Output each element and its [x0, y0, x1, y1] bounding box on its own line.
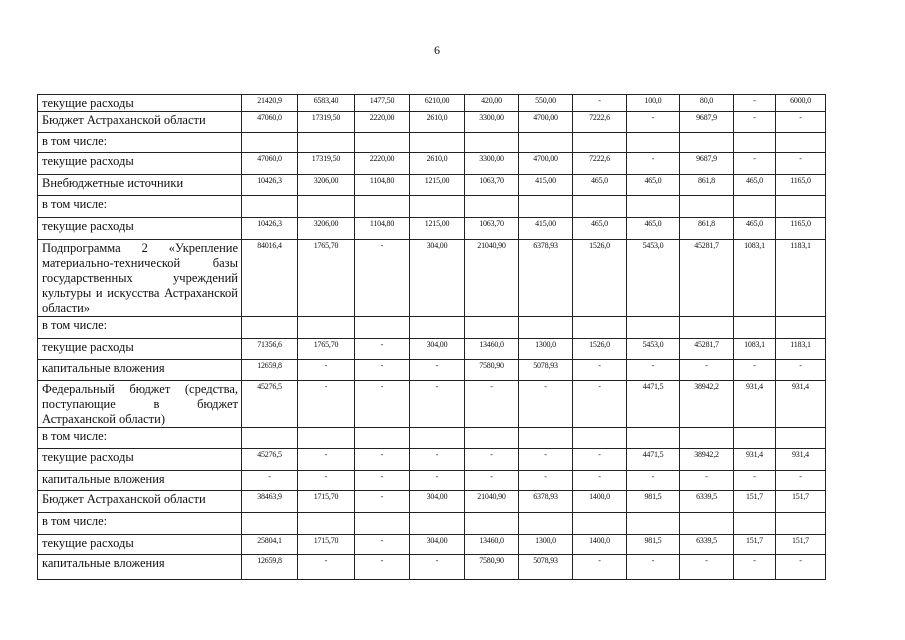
value-cell: - — [680, 360, 734, 381]
value-cell: 1215,00 — [410, 218, 465, 240]
value-cell: 47060,0 — [242, 153, 298, 175]
value-cell — [627, 317, 680, 339]
value-cell: 2220,00 — [355, 153, 410, 175]
value-cell: - — [734, 112, 776, 133]
value-cell: - — [298, 555, 355, 580]
value-cell: 3206,00 — [298, 175, 355, 196]
row-label: в том числе: — [38, 133, 242, 153]
row-label: Внебюджетные источники — [38, 175, 242, 196]
value-cell: - — [776, 360, 826, 381]
value-cell — [776, 428, 826, 449]
value-cell: 981,5 — [627, 491, 680, 513]
value-cell: - — [410, 360, 465, 381]
value-cell: 2220,00 — [355, 112, 410, 133]
table-row — [38, 449, 826, 471]
value-cell: 4700,00 — [519, 153, 573, 175]
row-label: текущие расходы — [38, 535, 242, 555]
value-cell — [680, 428, 734, 449]
row-label: в том числе: — [38, 513, 242, 535]
table-row — [38, 196, 826, 218]
value-cell: 1715,70 — [298, 491, 355, 513]
value-cell: 151,7 — [776, 491, 826, 513]
value-cell: 3300,00 — [465, 153, 519, 175]
value-cell: 38463,9 — [242, 491, 298, 513]
value-cell: 4700,00 — [519, 112, 573, 133]
value-cell: 84016,4 — [242, 240, 298, 317]
value-cell: - — [573, 95, 627, 112]
value-cell — [298, 513, 355, 535]
value-cell: 5453,0 — [627, 240, 680, 317]
value-cell: 1477,50 — [355, 95, 410, 112]
value-cell: 1083,1 — [734, 339, 776, 360]
value-cell: 1165,0 — [776, 218, 826, 240]
value-cell: 931,4 — [734, 381, 776, 428]
value-cell: 465,0 — [734, 218, 776, 240]
value-cell: - — [298, 449, 355, 471]
row-label: капитальные вложения — [38, 555, 242, 580]
value-cell — [519, 513, 573, 535]
value-cell — [734, 196, 776, 218]
value-cell: 5078,93 — [519, 555, 573, 580]
value-cell — [627, 513, 680, 535]
table-row — [38, 95, 826, 112]
row-label: Бюджет Астраханской области — [38, 491, 242, 513]
value-cell: 12659,8 — [242, 360, 298, 381]
value-cell — [465, 317, 519, 339]
value-cell: - — [355, 449, 410, 471]
value-cell: 45281,7 — [680, 339, 734, 360]
value-cell: 13460,0 — [465, 535, 519, 555]
value-cell — [410, 513, 465, 535]
value-cell — [242, 513, 298, 535]
table-row — [38, 112, 826, 133]
value-cell — [734, 513, 776, 535]
value-cell — [410, 196, 465, 218]
value-cell — [519, 133, 573, 153]
value-cell — [298, 196, 355, 218]
value-cell: 151,7 — [776, 535, 826, 555]
value-cell: - — [776, 555, 826, 580]
value-cell: - — [627, 471, 680, 491]
value-cell: 1063,70 — [465, 175, 519, 196]
value-cell — [680, 196, 734, 218]
value-cell — [410, 133, 465, 153]
value-cell: - — [465, 471, 519, 491]
value-cell — [355, 317, 410, 339]
value-cell — [734, 428, 776, 449]
value-cell: - — [680, 555, 734, 580]
value-cell: 38942,2 — [680, 449, 734, 471]
value-cell: - — [298, 360, 355, 381]
value-cell: 304,00 — [410, 535, 465, 555]
value-cell: 465,0 — [734, 175, 776, 196]
table-row — [38, 555, 826, 580]
value-cell — [242, 317, 298, 339]
value-cell: 4471,5 — [627, 449, 680, 471]
value-cell: - — [734, 471, 776, 491]
table-row — [38, 317, 826, 339]
value-cell: 931,4 — [734, 449, 776, 471]
value-cell — [465, 428, 519, 449]
value-cell: 17319,50 — [298, 153, 355, 175]
value-cell — [410, 317, 465, 339]
value-cell: - — [410, 555, 465, 580]
value-cell: - — [355, 535, 410, 555]
value-cell: 1765,70 — [298, 240, 355, 317]
value-cell — [776, 133, 826, 153]
value-cell: - — [734, 153, 776, 175]
table-row — [38, 153, 826, 175]
value-cell — [573, 428, 627, 449]
value-cell: 1083,1 — [734, 240, 776, 317]
table-row — [38, 491, 826, 513]
value-cell: 1526,0 — [573, 240, 627, 317]
value-cell: 1165,0 — [776, 175, 826, 196]
row-label: текущие расходы — [38, 153, 242, 175]
value-cell: 21040,90 — [465, 240, 519, 317]
value-cell: 1526,0 — [573, 339, 627, 360]
value-cell — [242, 133, 298, 153]
value-cell: 861,8 — [680, 175, 734, 196]
value-cell — [519, 317, 573, 339]
budget-table — [37, 94, 826, 580]
value-cell: 21040,90 — [465, 491, 519, 513]
value-cell: - — [519, 471, 573, 491]
value-cell: 861,8 — [680, 218, 734, 240]
value-cell: 3206,00 — [298, 218, 355, 240]
table-row — [38, 428, 826, 449]
value-cell: - — [734, 555, 776, 580]
value-cell: - — [355, 360, 410, 381]
value-cell: 7580,90 — [465, 555, 519, 580]
value-cell: 1300,0 — [519, 339, 573, 360]
value-cell: 304,00 — [410, 491, 465, 513]
value-cell: 465,0 — [627, 218, 680, 240]
value-cell — [776, 513, 826, 535]
value-cell: - — [573, 381, 627, 428]
value-cell: - — [680, 471, 734, 491]
row-label: текущие расходы — [38, 339, 242, 360]
value-cell: 17319,50 — [298, 112, 355, 133]
value-cell: - — [627, 112, 680, 133]
value-cell — [355, 133, 410, 153]
value-cell: 12659,8 — [242, 555, 298, 580]
row-label: капитальные вложения — [38, 360, 242, 381]
value-cell — [627, 196, 680, 218]
value-cell: 5453,0 — [627, 339, 680, 360]
value-cell: - — [355, 471, 410, 491]
table-row — [38, 133, 826, 153]
value-cell — [573, 513, 627, 535]
value-cell: - — [465, 381, 519, 428]
value-cell: - — [355, 240, 410, 317]
row-label: текущие расходы — [38, 95, 242, 112]
value-cell: - — [242, 471, 298, 491]
value-cell — [465, 196, 519, 218]
value-cell — [355, 428, 410, 449]
value-cell — [298, 133, 355, 153]
value-cell: 10426,3 — [242, 175, 298, 196]
value-cell: - — [355, 339, 410, 360]
value-cell: - — [734, 360, 776, 381]
value-cell: 45276,5 — [242, 449, 298, 471]
value-cell: 2610,0 — [410, 153, 465, 175]
value-cell: 1300,0 — [519, 535, 573, 555]
value-cell — [355, 513, 410, 535]
value-cell: - — [776, 112, 826, 133]
value-cell — [734, 133, 776, 153]
value-cell: - — [627, 360, 680, 381]
value-cell: 465,0 — [627, 175, 680, 196]
value-cell: - — [734, 95, 776, 112]
value-cell: 6339,5 — [680, 491, 734, 513]
table-row — [38, 513, 826, 535]
row-label: Подпрограмма 2 «Укрепление материально-технической базы государственных учреждений культуры и искусства Астраханской области» — [38, 240, 242, 317]
value-cell: 1104,80 — [355, 218, 410, 240]
value-cell: 6378,93 — [519, 491, 573, 513]
value-cell: 9687,9 — [680, 112, 734, 133]
table-row — [38, 175, 826, 196]
value-cell: 304,00 — [410, 240, 465, 317]
value-cell: 981,5 — [627, 535, 680, 555]
value-cell — [410, 428, 465, 449]
value-cell — [242, 428, 298, 449]
value-cell: 550,00 — [519, 95, 573, 112]
value-cell: - — [465, 449, 519, 471]
value-cell: 7222,6 — [573, 112, 627, 133]
value-cell — [573, 317, 627, 339]
value-cell: - — [573, 360, 627, 381]
page-number: 6 — [434, 43, 440, 57]
value-cell: 6339,5 — [680, 535, 734, 555]
value-cell: 45276,5 — [242, 381, 298, 428]
value-cell: 2610,0 — [410, 112, 465, 133]
value-cell: 3300,00 — [465, 112, 519, 133]
value-cell: - — [627, 555, 680, 580]
value-cell — [298, 428, 355, 449]
value-cell — [465, 513, 519, 535]
value-cell: 45281,7 — [680, 240, 734, 317]
value-cell: - — [355, 491, 410, 513]
value-cell — [519, 196, 573, 218]
row-label: текущие расходы — [38, 449, 242, 471]
value-cell — [680, 317, 734, 339]
value-cell — [627, 428, 680, 449]
value-cell: 1765,70 — [298, 339, 355, 360]
value-cell: 931,4 — [776, 449, 826, 471]
value-cell — [680, 513, 734, 535]
value-cell — [465, 133, 519, 153]
value-cell: 420,00 — [465, 95, 519, 112]
value-cell: 7222,6 — [573, 153, 627, 175]
value-cell: - — [410, 381, 465, 428]
value-cell: 80,0 — [680, 95, 734, 112]
row-label: Бюджет Астраханской области — [38, 112, 242, 133]
value-cell: 1104,80 — [355, 175, 410, 196]
value-cell — [776, 196, 826, 218]
value-cell: 1183,1 — [776, 339, 826, 360]
value-cell: 1400,0 — [573, 491, 627, 513]
row-label: в том числе: — [38, 428, 242, 449]
row-label: текущие расходы — [38, 218, 242, 240]
value-cell: - — [355, 381, 410, 428]
value-cell: - — [410, 449, 465, 471]
value-cell — [776, 317, 826, 339]
value-cell — [627, 133, 680, 153]
row-label: капитальные вложения — [38, 471, 242, 491]
row-label: в том числе: — [38, 317, 242, 339]
value-cell: 6583,40 — [298, 95, 355, 112]
value-cell: 5078,93 — [519, 360, 573, 381]
value-cell: 10426,3 — [242, 218, 298, 240]
value-cell: 6000,0 — [776, 95, 826, 112]
table-row — [38, 360, 826, 381]
value-cell — [680, 133, 734, 153]
value-cell: - — [573, 555, 627, 580]
value-cell — [242, 196, 298, 218]
value-cell — [355, 196, 410, 218]
value-cell: - — [298, 381, 355, 428]
value-cell: 151,7 — [734, 535, 776, 555]
value-cell: - — [776, 471, 826, 491]
value-cell: 13460,0 — [465, 339, 519, 360]
value-cell: 1400,0 — [573, 535, 627, 555]
table-row — [38, 535, 826, 555]
value-cell: - — [298, 471, 355, 491]
value-cell: - — [519, 381, 573, 428]
value-cell: - — [355, 555, 410, 580]
value-cell: - — [573, 471, 627, 491]
value-cell: 1063,70 — [465, 218, 519, 240]
table-row — [38, 471, 826, 491]
value-cell — [734, 317, 776, 339]
table-row — [38, 240, 826, 317]
value-cell: 415,00 — [519, 175, 573, 196]
value-cell: 465,0 — [573, 218, 627, 240]
value-cell: - — [573, 449, 627, 471]
table-row — [38, 218, 826, 240]
value-cell: 21420,9 — [242, 95, 298, 112]
value-cell: - — [627, 153, 680, 175]
value-cell: 71356,6 — [242, 339, 298, 360]
value-cell: - — [776, 153, 826, 175]
value-cell: 151,7 — [734, 491, 776, 513]
value-cell: 7580,90 — [465, 360, 519, 381]
value-cell: 6378,93 — [519, 240, 573, 317]
value-cell: 415,00 — [519, 218, 573, 240]
value-cell: 1215,00 — [410, 175, 465, 196]
value-cell: - — [410, 471, 465, 491]
value-cell — [519, 428, 573, 449]
table-row — [38, 381, 826, 428]
value-cell: 1183,1 — [776, 240, 826, 317]
value-cell: 4471,5 — [627, 381, 680, 428]
value-cell — [573, 196, 627, 218]
value-cell: 1715,70 — [298, 535, 355, 555]
value-cell: 38942,2 — [680, 381, 734, 428]
value-cell: 47060,0 — [242, 112, 298, 133]
value-cell: 25804,1 — [242, 535, 298, 555]
value-cell: 304,00 — [410, 339, 465, 360]
row-label: Федеральный бюджет (средства, поступающие в бюджет Астраханской области) — [38, 381, 242, 428]
value-cell: 100,0 — [627, 95, 680, 112]
value-cell: - — [519, 449, 573, 471]
value-cell: 931,4 — [776, 381, 826, 428]
value-cell: 465,0 — [573, 175, 627, 196]
value-cell: 6210,00 — [410, 95, 465, 112]
value-cell — [298, 317, 355, 339]
row-label: в том числе: — [38, 196, 242, 218]
value-cell: 9687,9 — [680, 153, 734, 175]
table-row — [38, 339, 826, 360]
value-cell — [573, 133, 627, 153]
